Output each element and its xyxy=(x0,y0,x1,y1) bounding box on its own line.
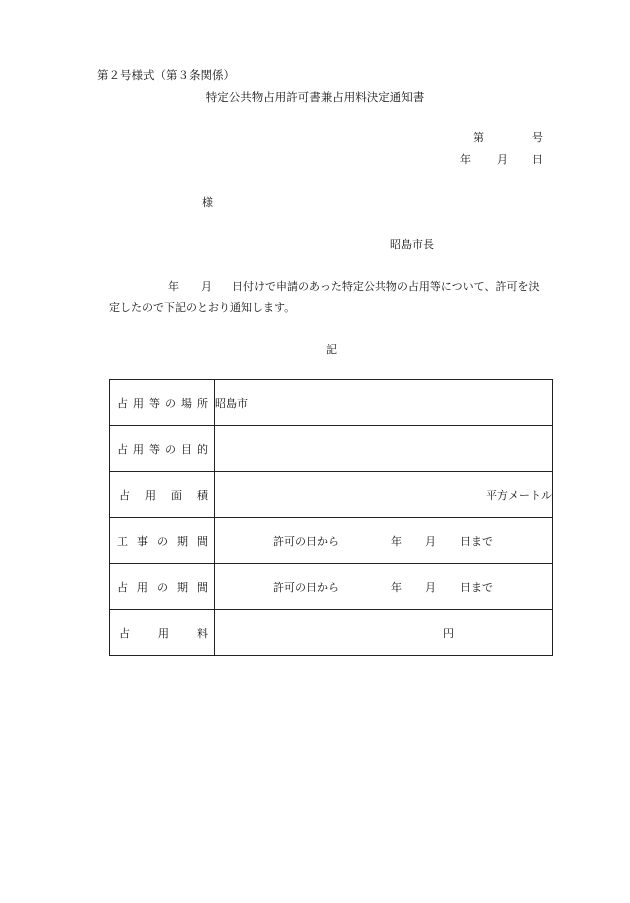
period-from: 許可の日から xyxy=(273,534,339,548)
label-char: 用 xyxy=(158,626,169,640)
value-construction-period[interactable] xyxy=(215,518,553,564)
label-char: 面 xyxy=(171,488,182,502)
label-char: 工 xyxy=(117,534,128,548)
label-char: 占 xyxy=(119,626,130,640)
label-char: 等 xyxy=(149,442,160,456)
label-char: 用 xyxy=(145,488,156,502)
label-char: 料 xyxy=(197,626,208,640)
label-char: 事 xyxy=(137,534,148,548)
period-year: 年 xyxy=(391,580,402,594)
label-char: 積 xyxy=(197,488,208,502)
date-day: 日 xyxy=(532,153,543,166)
label-char: 間 xyxy=(197,580,208,594)
label-char: 占 xyxy=(117,396,128,410)
number-suffix: 号 xyxy=(532,131,543,144)
period-year: 年 xyxy=(391,534,402,548)
label-char: の xyxy=(165,442,176,456)
label-char: の xyxy=(165,396,176,410)
label-char: 占 xyxy=(117,442,128,456)
label-char: 用 xyxy=(137,580,148,594)
area-unit: 平方メートル xyxy=(486,488,552,502)
label-char: 的 xyxy=(197,442,208,456)
label-occupancy-period xyxy=(110,564,215,610)
document-title: 特定公共物占用許可書兼占用料決定通知書 xyxy=(205,90,425,104)
value-occupancy-period[interactable] xyxy=(215,564,553,610)
row-construction-period xyxy=(110,518,553,564)
ki-heading: 記 xyxy=(326,343,337,356)
label-char: の xyxy=(157,580,168,594)
period-until: 日まで xyxy=(460,534,493,548)
value-place[interactable]: 昭島市 xyxy=(215,380,553,426)
row-area xyxy=(110,472,553,518)
label-char: 所 xyxy=(197,396,208,410)
date-year: 年 xyxy=(460,153,471,166)
period-month: 月 xyxy=(425,534,436,548)
body-month: 月 xyxy=(201,280,212,293)
date-month: 月 xyxy=(497,153,508,166)
period-month: 月 xyxy=(425,580,436,594)
row-occupancy-period xyxy=(110,564,553,610)
body-year: 年 xyxy=(168,280,179,293)
value-area[interactable] xyxy=(215,472,553,518)
form-number: 第２号様式（第３条関係） xyxy=(97,68,235,82)
label-fee xyxy=(110,610,215,656)
body-line-2: 定したので下記のとおり通知します。 xyxy=(109,301,296,314)
body-line-1-text: 日付けで申請のあった特定公共物の占用等について、許可を決 xyxy=(232,280,540,293)
number-prefix: 第 xyxy=(473,131,484,144)
period-from: 許可の日から xyxy=(273,580,339,594)
period-until: 日まで xyxy=(460,580,493,594)
label-char: 占 xyxy=(119,488,130,502)
value-fee[interactable] xyxy=(215,610,553,656)
label-purpose xyxy=(110,426,215,472)
label-char: 期 xyxy=(177,534,188,548)
label-char: 占 xyxy=(117,580,128,594)
value-purpose[interactable] xyxy=(215,426,553,472)
label-place xyxy=(110,380,215,426)
body-line-1 xyxy=(168,278,539,294)
row-purpose xyxy=(110,426,553,472)
addressee-suffix: 様 xyxy=(202,196,213,209)
fee-unit: 円 xyxy=(443,626,454,640)
label-char: 期 xyxy=(177,580,188,594)
row-fee xyxy=(110,610,553,656)
label-char: 目 xyxy=(181,442,192,456)
issuer: 昭島市長 xyxy=(390,238,434,251)
row-place xyxy=(110,380,553,426)
label-char: 間 xyxy=(197,534,208,548)
label-area xyxy=(110,472,215,518)
label-char: 用 xyxy=(133,442,144,456)
label-char: 場 xyxy=(181,396,192,410)
label-char: の xyxy=(157,534,168,548)
label-char: 等 xyxy=(149,396,160,410)
label-char: 用 xyxy=(133,396,144,410)
permit-table xyxy=(109,379,553,656)
label-construction-period xyxy=(110,518,215,564)
